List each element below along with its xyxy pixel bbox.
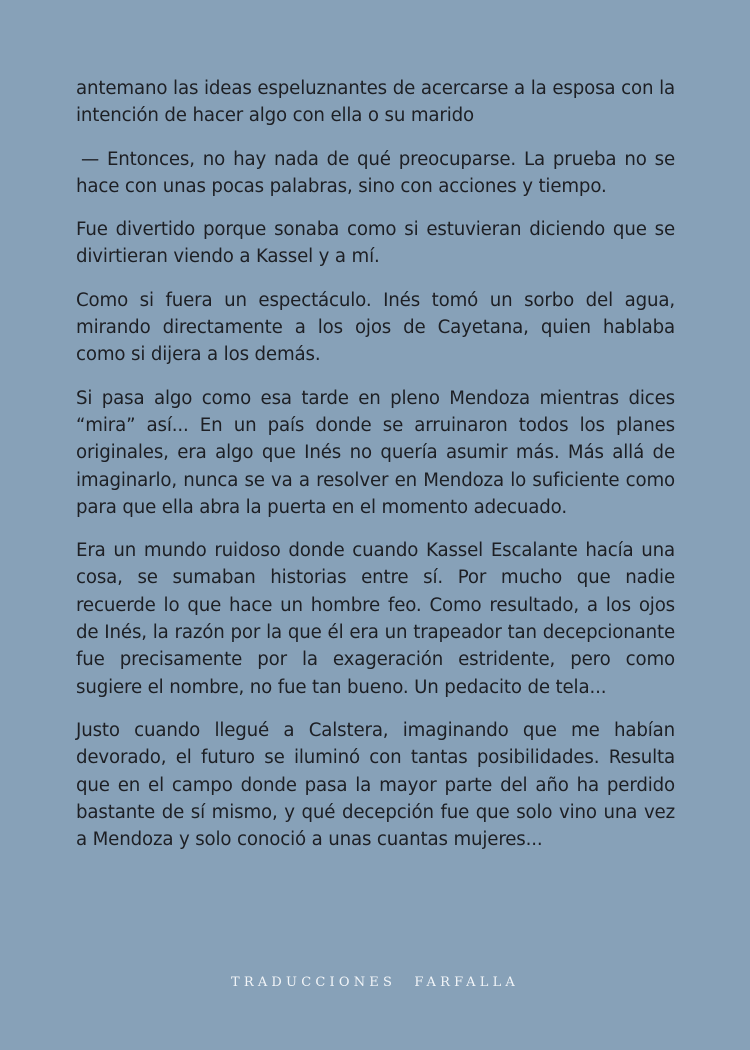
- paragraph-3: Fue divertido porque sonaba como si estuvieran diciendo que se divirtieran viendo a Kassel y a mí.: [76, 219, 675, 268]
- paragraph-6: Era un mundo ruidoso donde cuando Kassel Escalante hacía una cosa, se sumaban historias entre sí. Por mucho que nadie recuerde lo que hace un hombre feo. Como resultado, a los ojos de Inés, la razón por la que él era un trapeador tan decepcionante fue precisamente por la exageración estridente, pero como sugiere el nombre, no fue tan bueno. Un pedacito de tela...: [76, 540, 675, 698]
- page-body: [76, 75, 675, 869]
- paragraph-4: Como si fuera un espectáculo. Inés tomó un sorbo del agua, mirando directamente a los ojos de Cayetana, quien hablaba como si dijera a los demás.: [76, 289, 675, 366]
- paragraph-5: Si pasa algo como esa tarde en pleno Mendoza mientras dices “mira” así... En un país donde se arruinaron todos los planes originales, era algo que Inés no quería asumir más. Más allá de imaginarlo, nunca se va a resolver en Mendoza lo suficiente como para que ella abra la puerta en el momento adecuado.: [76, 387, 675, 518]
- paragraph-1: antemano las ideas espeluznantes de acercarse a la esposa con la intención de hacer algo con ella o su marido: [76, 78, 675, 127]
- paragraph-7: Justo cuando llegué a Calstera, imaginando que me habían devorado, el futuro se iluminó con tantas posibilidades. Resulta que en el campo donde pasa la mayor parte del año ha perdido bastante de sí mismo, y qué decepción fue que solo vino una vez a Mendoza y solo conoció a unas cuantas mujeres...: [76, 719, 675, 851]
- paragraph-2-dialogue: — Entonces, no hay nada de qué preocuparse. La prueba no se hace con unas pocas palabras, sino con acciones y tiempo.: [76, 148, 675, 197]
- footer-watermark: TRADUCCIONES FARFALLA: [230, 975, 519, 990]
